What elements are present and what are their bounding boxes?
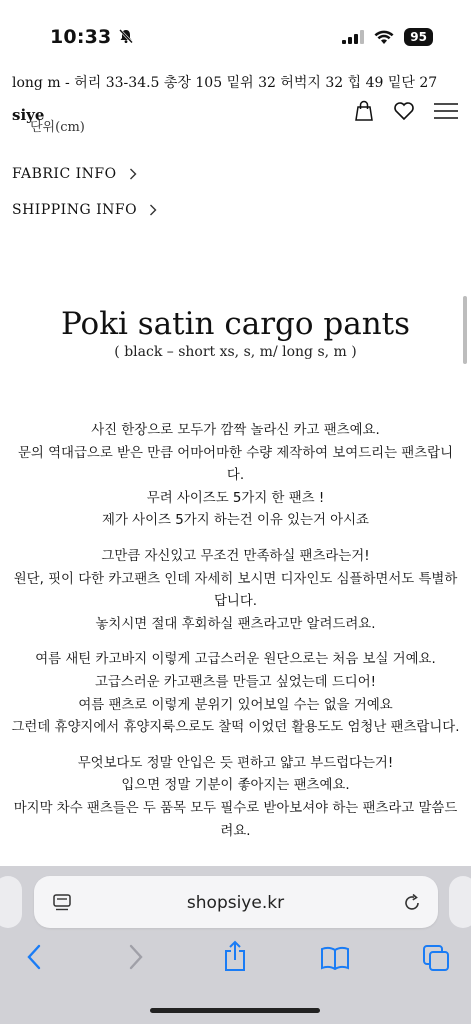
description-line: 고급스러운 카고팬츠를 만들고 싶었는데 드디어! — [94, 674, 377, 690]
back-icon[interactable] — [24, 944, 44, 974]
description-line: 놓치시면 절대 후회하실 팬츠라고만 알려드려요. — [95, 616, 376, 632]
product-title: Poki satin cargo pants — [60, 306, 411, 342]
signal-icon — [342, 30, 364, 44]
description-line: 사진 한장으로 모두가 깜짝 놀라신 카고 팬츠예요. — [91, 423, 380, 438]
product-description — [10, 420, 461, 856]
description-line: 려요. — [220, 823, 251, 839]
description-line: 답니다. — [213, 594, 258, 610]
description-line: 여름 새틴 카고바지 이렇게 고급스러운 원단으로는 처음 보실 거예요. — [35, 652, 436, 668]
forward-icon[interactable] — [126, 944, 146, 974]
size-info-line: long m - 허리 33-34.5 총장 105 밑위 32 허벅지 32 힙 49 밑단 27 — [12, 75, 438, 91]
description-line: 마지막 차수 팬츠들은 두 품목 모두 필수로 받아보셔야 하는 팬츠라고 말씀드 — [13, 800, 458, 816]
description-line: 무엇보다도 정말 안입은 듯 편하고 얇고 부드럽다는거! — [77, 755, 394, 771]
chevron-right-icon — [129, 168, 137, 180]
description-line: 문의 역대급으로 받은 만큼 어마어마한 수량 제작하여 보여드리는 팬츠랍니 — [17, 445, 454, 461]
description-line: 제가 사이즈 5가지 하는건 이유 있는거 아시죠 — [102, 513, 369, 529]
bag-icon[interactable] — [353, 100, 375, 126]
url-text[interactable]: shopsiye.kr — [186, 893, 285, 913]
description-line: 원단, 핏이 다한 카고팬츠 인데 자세히 보시면 디자인도 심플하면서도 특별하 — [13, 571, 458, 587]
status-icons — [342, 28, 433, 46]
home-indicator[interactable] — [150, 1008, 320, 1013]
description-paragraph — [10, 546, 461, 636]
product-subtitle: ( black – short xs, s, m/ long s, m ) — [114, 344, 357, 360]
share-icon[interactable] — [222, 940, 248, 976]
description-line: 다. — [226, 468, 245, 484]
battery-indicator: 95 — [404, 28, 433, 46]
description-paragraph — [10, 649, 461, 739]
chevron-right-icon — [149, 204, 157, 216]
description-paragraph — [10, 420, 461, 533]
unit-label: 단위(cm) — [30, 120, 85, 135]
description-line: 여름 팬츠로 이렇게 분위기 있어보일 수는 없을 거예요 — [78, 697, 393, 713]
fabric-info-label: FABRIC INFO — [12, 166, 117, 182]
description-line: 입으면 정말 기분이 좋아지는 팬츠예요. — [121, 778, 350, 794]
description-paragraph — [10, 753, 461, 843]
description-line: 그만큼 자신있고 무조건 만족하실 팬츠라는거! — [101, 548, 370, 564]
shipping-info-link[interactable] — [12, 202, 157, 218]
time-text: 10:33 — [50, 26, 112, 48]
bookmarks-icon[interactable] — [320, 946, 350, 974]
description-line: 그런데 휴양지에서 휴양지룩으로도 찰떡 이었던 활용도도 엄청난 팬츠랍니다. — [11, 720, 460, 736]
description-line: 무려 사이즈도 5가지 한 팬츠 ! — [146, 490, 325, 506]
fabric-info-link[interactable] — [12, 166, 137, 182]
shipping-info-label: SHIPPING INFO — [12, 202, 138, 218]
status-time — [50, 26, 134, 48]
wifi-icon — [374, 30, 394, 45]
site-logo[interactable]: siye — [12, 106, 45, 124]
header-icons — [353, 100, 459, 126]
menu-icon[interactable] — [433, 102, 459, 124]
tabs-icon[interactable] — [422, 944, 450, 976]
bell-slash-icon — [118, 28, 134, 44]
heart-icon[interactable] — [393, 101, 415, 125]
reload-icon[interactable] — [402, 893, 422, 917]
